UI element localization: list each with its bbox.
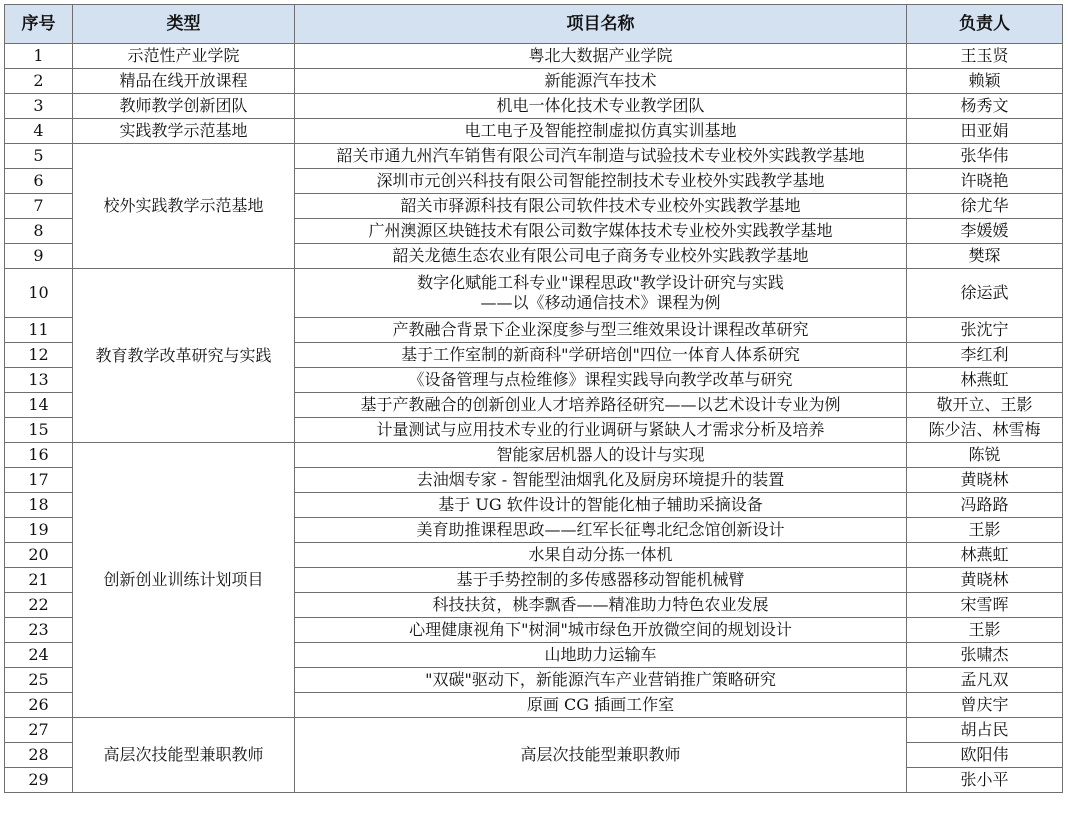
row-index: 3 — [5, 94, 73, 119]
table-row — [5, 718, 1063, 743]
row-index: 20 — [5, 543, 73, 568]
header-project-name: 项目名称 — [295, 5, 907, 44]
table-row — [5, 44, 1063, 69]
owner-cell: 李红利 — [907, 343, 1063, 368]
owner-cell: 陈锐 — [907, 443, 1063, 468]
row-index: 27 — [5, 718, 73, 743]
project-name-cell: 山地助力运输车 — [295, 643, 907, 668]
owner-cell: 张啸杰 — [907, 643, 1063, 668]
header-index: 序号 — [5, 5, 73, 44]
project-name-cell: 电工电子及智能控制虚拟仿真实训基地 — [295, 119, 907, 144]
row-index: 19 — [5, 518, 73, 543]
type-cell: 示范性产业学院 — [73, 44, 295, 69]
row-index: 12 — [5, 343, 73, 368]
owner-cell: 张华伟 — [907, 144, 1063, 169]
project-name-cell: 基于产教融合的创新创业人才培养路径研究——以艺术设计专业为例 — [295, 393, 907, 418]
owner-cell: 敬开立、王影 — [907, 393, 1063, 418]
owner-cell: 王玉贤 — [907, 44, 1063, 69]
type-cell: 高层次技能型兼职教师 — [73, 718, 295, 793]
project-name-cell: 高层次技能型兼职教师 — [295, 718, 907, 793]
owner-cell: 林燕虹 — [907, 368, 1063, 393]
row-index: 22 — [5, 593, 73, 618]
row-index: 5 — [5, 144, 73, 169]
project-name-cell: 韶关市驿源科技有限公司软件技术专业校外实践教学基地 — [295, 194, 907, 219]
project-name-cell: 智能家居机器人的设计与实现 — [295, 443, 907, 468]
project-name-cell: 韶关龙德生态农业有限公司电子商务专业校外实践教学基地 — [295, 244, 907, 269]
project-name-cell: 韶关市通九州汽车销售有限公司汽车制造与试验技术专业校外实践教学基地 — [295, 144, 907, 169]
project-name-cell: 基于 UG 软件设计的智能化柚子辅助采摘设备 — [295, 493, 907, 518]
table-body — [5, 44, 1063, 793]
table-header — [5, 5, 1063, 44]
project-table — [4, 4, 1063, 793]
owner-cell: 樊琛 — [907, 244, 1063, 269]
owner-cell: 黄晓林 — [907, 468, 1063, 493]
owner-cell: 张小平 — [907, 768, 1063, 793]
table-row — [5, 94, 1063, 119]
row-index: 13 — [5, 368, 73, 393]
table-row — [5, 119, 1063, 144]
owner-cell: 宋雪晖 — [907, 593, 1063, 618]
row-index: 29 — [5, 768, 73, 793]
owner-cell: 田亚娟 — [907, 119, 1063, 144]
type-cell: 教育教学改革研究与实践 — [73, 269, 295, 443]
project-name-cell: 基于手势控制的多传感器移动智能机械臂 — [295, 568, 907, 593]
row-index: 4 — [5, 119, 73, 144]
row-index: 18 — [5, 493, 73, 518]
table-row — [5, 269, 1063, 318]
row-index: 24 — [5, 643, 73, 668]
owner-cell: 王影 — [907, 618, 1063, 643]
project-name-cell: 粤北大数据产业学院 — [295, 44, 907, 69]
project-name-line-1: 数字化赋能工科专业"课程思政"教学设计研究与实践 — [417, 273, 784, 292]
project-name-cell: 产教融合背景下企业深度参与型三维效果设计课程改革研究 — [295, 318, 907, 343]
row-index: 17 — [5, 468, 73, 493]
project-name-cell: 基于工作室制的新商科"学研培创"四位一体育人体系研究 — [295, 343, 907, 368]
row-index: 21 — [5, 568, 73, 593]
row-index: 8 — [5, 219, 73, 244]
table-row — [5, 69, 1063, 94]
project-name-cell: 科技扶贫，桃李飘香——精准助力特色农业发展 — [295, 593, 907, 618]
row-index: 7 — [5, 194, 73, 219]
row-index: 10 — [5, 269, 73, 318]
owner-cell: 赖颖 — [907, 69, 1063, 94]
row-index: 26 — [5, 693, 73, 718]
project-name-cell: 深圳市元创兴科技有限公司智能控制技术专业校外实践教学基地 — [295, 169, 907, 194]
owner-cell: 胡占民 — [907, 718, 1063, 743]
row-index: 11 — [5, 318, 73, 343]
project-name-cell: 心理健康视角下"树洞"城市绿色开放微空间的规划设计 — [295, 618, 907, 643]
owner-cell: 徐运武 — [907, 269, 1063, 318]
row-index: 9 — [5, 244, 73, 269]
row-index: 2 — [5, 69, 73, 94]
row-index: 1 — [5, 44, 73, 69]
owner-cell: 林燕虹 — [907, 543, 1063, 568]
header-row — [5, 5, 1063, 44]
project-name-cell — [295, 269, 907, 318]
owner-cell: 曾庆宇 — [907, 693, 1063, 718]
type-cell: 教师教学创新团队 — [73, 94, 295, 119]
type-cell: 实践教学示范基地 — [73, 119, 295, 144]
type-cell: 校外实践教学示范基地 — [73, 144, 295, 269]
project-name-cell: 水果自动分拣一体机 — [295, 543, 907, 568]
table-row — [5, 443, 1063, 468]
project-name-cell: 机电一体化技术专业教学团队 — [295, 94, 907, 119]
row-index: 23 — [5, 618, 73, 643]
project-name-cell: 美育助推课程思政——红军长征粤北纪念馆创新设计 — [295, 518, 907, 543]
owner-cell: 许晓艳 — [907, 169, 1063, 194]
type-cell: 创新创业训练计划项目 — [73, 443, 295, 718]
owner-cell: 王影 — [907, 518, 1063, 543]
project-name-cell: 新能源汽车技术 — [295, 69, 907, 94]
row-index: 15 — [5, 418, 73, 443]
row-index: 14 — [5, 393, 73, 418]
owner-cell: 陈少洁、林雪梅 — [907, 418, 1063, 443]
row-index: 25 — [5, 668, 73, 693]
project-name-cell: 《设备管理与点检维修》课程实践导向教学改革与研究 — [295, 368, 907, 393]
row-index: 6 — [5, 169, 73, 194]
project-name-line-2: ——以《移动通信技术》课程为例 — [480, 293, 721, 312]
owner-cell: 张沈宁 — [907, 318, 1063, 343]
header-owner: 负责人 — [907, 5, 1063, 44]
row-index: 16 — [5, 443, 73, 468]
header-type: 类型 — [73, 5, 295, 44]
project-name-cell: "双碳"驱动下，新能源汽车产业营销推广策略研究 — [295, 668, 907, 693]
table-row — [5, 144, 1063, 169]
owner-cell: 李媛媛 — [907, 219, 1063, 244]
owner-cell: 徐尤华 — [907, 194, 1063, 219]
row-index: 28 — [5, 743, 73, 768]
project-name-cell: 去油烟专家 - 智能型油烟乳化及厨房环境提升的装置 — [295, 468, 907, 493]
owner-cell: 杨秀文 — [907, 94, 1063, 119]
project-name-cell: 广州澳源区块链技术有限公司数字媒体技术专业校外实践教学基地 — [295, 219, 907, 244]
owner-cell: 黄晓林 — [907, 568, 1063, 593]
owner-cell: 欧阳伟 — [907, 743, 1063, 768]
owner-cell: 冯路路 — [907, 493, 1063, 518]
project-name-cell: 计量测试与应用技术专业的行业调研与紧缺人才需求分析及培养 — [295, 418, 907, 443]
type-cell: 精品在线开放课程 — [73, 69, 295, 94]
owner-cell: 孟凡双 — [907, 668, 1063, 693]
project-name-cell: 原画 CG 插画工作室 — [295, 693, 907, 718]
